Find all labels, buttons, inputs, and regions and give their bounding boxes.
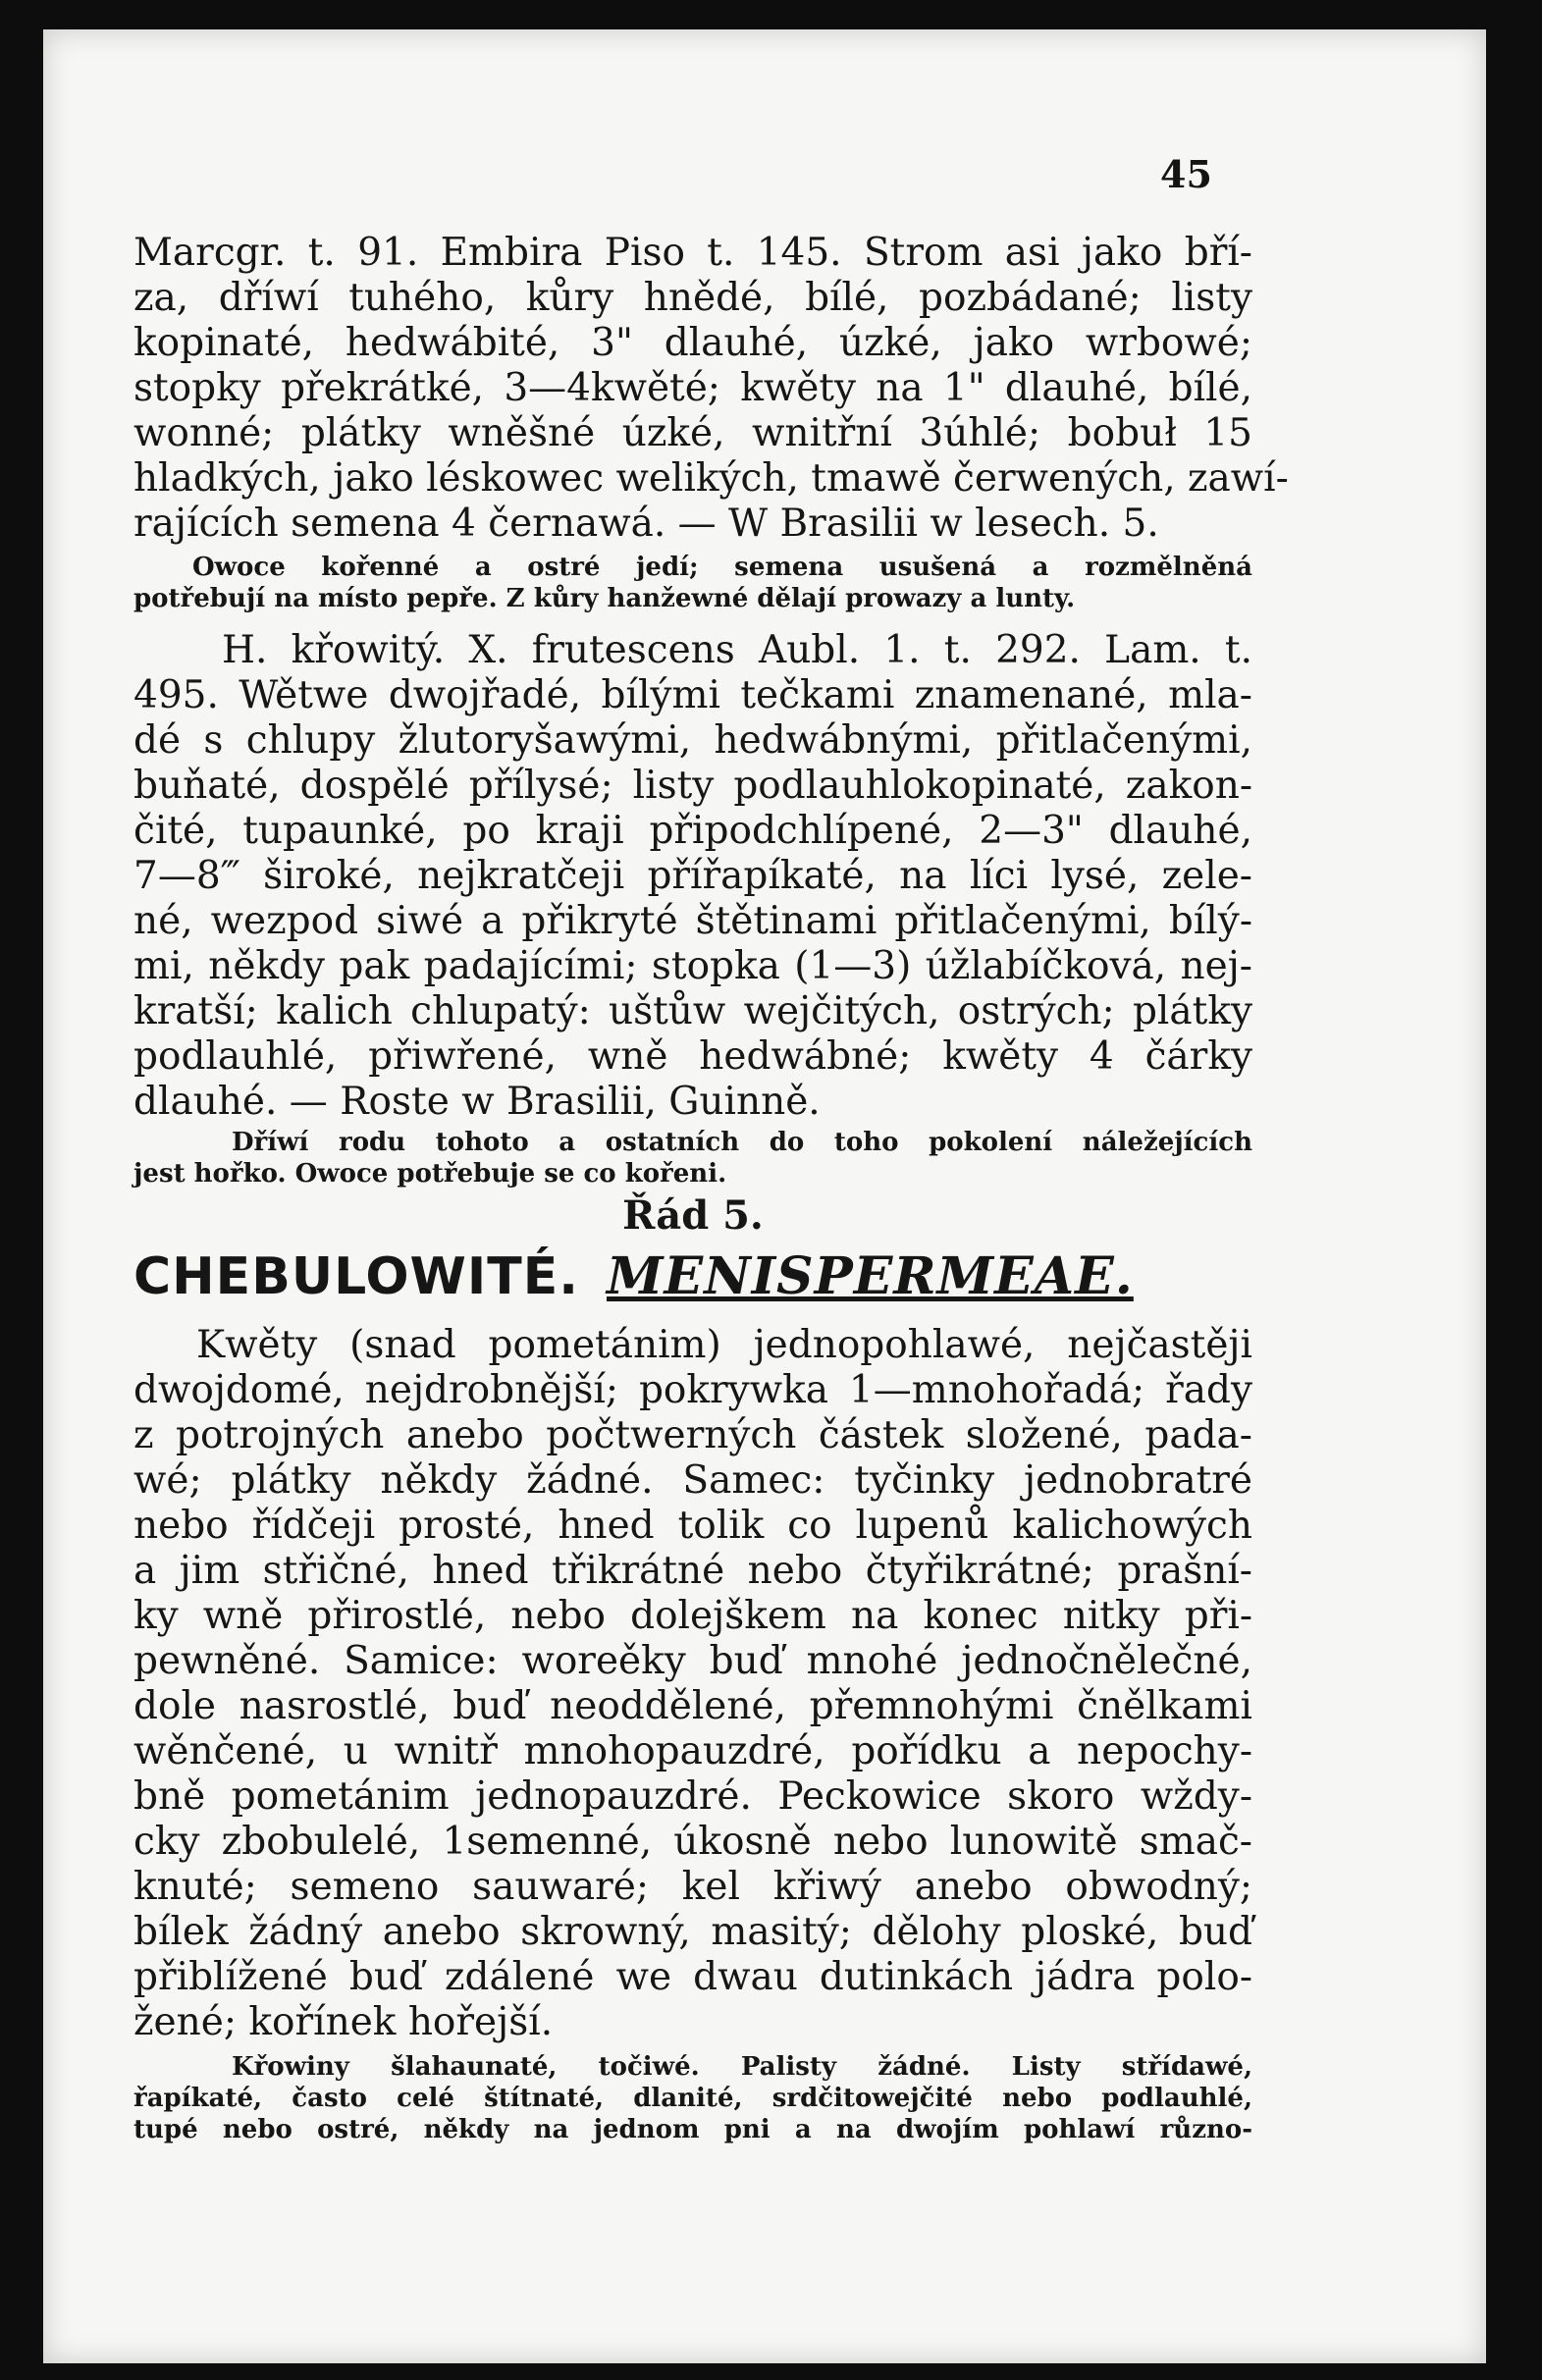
family-czech-name: CHEBULOWITÉ. (133, 1247, 579, 1306)
text-line: a jim střičné, hned třikrátné nebo čtyřikrátné; prašní- (133, 1549, 1252, 1593)
text-line: pewněné. Samice: woreěky buď mnohé jednočnělečné, (133, 1639, 1252, 1683)
text-line: dlauhé. — Roste w Brasilii, Guinně. (133, 1080, 821, 1124)
note-line: Owoce kořenné a ostré jedí; semena usušená a rozmělněná (192, 553, 1252, 582)
text-line: 495. Wětwe dwojřadé, bílými tečkami znamenané, mla- (133, 673, 1252, 717)
text-line: přiblížené buď zdálené we dwau dutinkách jádra polo- (133, 1955, 1252, 1999)
book-page (43, 29, 1486, 2363)
text-line: Marcgr. t. 91. Embira Piso t. 145. Strom asi jako bří- (133, 231, 1252, 275)
text-line: dé s chlupy žlutoryšawými, hedwábnými, přitlačenými, (133, 718, 1252, 763)
text-line: wonné; plátky wněšné úzké, wnitřní 3úhlé; bobuł 15 (133, 411, 1252, 455)
note-line: potřebují na místo pepře. Z kůry hanžewné dělají prowazy a lunty. (133, 584, 1076, 613)
text-line: dwojdomé, nejdrobnější; pokrywka 1—mnohořadá; řady (133, 1368, 1252, 1412)
page-number: 45 (1160, 152, 1212, 196)
text-line: kopinaté, hedwábité, 3" dlauhé, úzké, jako wrbowé; (133, 321, 1252, 365)
text-line: podlauhlé, přiwřené, wně hedwábné; kwěty 4 čárky (133, 1034, 1252, 1079)
text-line: bně pometánim jednopauzdré. Peckowice skoro wždy- (133, 1774, 1252, 1819)
text-line: buňaté, dospělé přílysé; listy podlauhlokopinaté, zakon- (133, 764, 1252, 808)
family-latin-name: MENISPERMEAE. (607, 1246, 1134, 1306)
note-line: jest hořko. Owoce potřebuje se co kořeni. (133, 1159, 727, 1189)
text-line: hladkých, jako léskowec welikých, tmawě čerwených, zawí- (133, 456, 1289, 501)
text-line: z potrojných anebo počtwerných částek složené, pada- (133, 1413, 1252, 1457)
text-line: ky wně přirostlé, nebo dolejškem na konec nitky při- (133, 1594, 1252, 1638)
note-line: tupé nebo ostré, někdy na jednom pni a na dwojím pohlawí různo- (133, 2115, 1252, 2144)
text-line: H. křowitý. X. frutescens Aubl. 1. t. 292. Lam. t. (222, 628, 1252, 672)
text-line: za, dříwí tuhého, kůry hnědé, bílé, pozbádané; listy (133, 276, 1252, 320)
note-line: Dříwí rodu tohoto a ostatních do toho pokolení náležejících (232, 1128, 1252, 1157)
text-line: 7—8‴ široké, nejkratčeji přířapíkaté, na líci lysé, zele- (133, 854, 1252, 898)
text-line: Kwěty (snad pometánim) jednopohlawé, nejčastěji (196, 1323, 1252, 1367)
text-line: bílek žádný anebo skrowný, masitý; dělohy ploské, buď (133, 1910, 1252, 1954)
text-line: né, wezpod siwé a přikryté štětinami přitlačenými, bílý- (133, 899, 1252, 943)
text-line: knuté; semeno sauwaré; kel křiwý anebo obwodný; (133, 1865, 1252, 1909)
note-line: řapíkaté, často celé štítnaté, dlanité, srdčitowejčité nebo podlauhlé, (133, 2084, 1252, 2113)
text-line: cky zbobulelé, 1semenné, úkosně nebo lunowitě smač- (133, 1820, 1252, 1864)
text-line: kratší; kalich chlupatý: uštůw wejčitých, ostrých; plátky (133, 989, 1252, 1033)
text-line: rajících semena 4 černawá. — W Brasilii w lesech. 5. (133, 502, 1159, 546)
family-heading (133, 1246, 1252, 1306)
text-line: stopky překrátké, 3—4kwěté; kwěty na 1" dlauhé, bílé, (133, 366, 1252, 410)
text-line: čité, tupaunké, po kraji připodchlípené, 2—3" dlauhé, (133, 809, 1252, 853)
text-line: dole nasrostlé, buď neoddělené, přemnohými čnělkami (133, 1684, 1252, 1728)
text-line: nebo řídčeji prosté, hned tolik co lupenů kalichowých (133, 1504, 1252, 1548)
text-line: žené; kořínek hořejší. (133, 2000, 554, 2044)
text-line: wěnčené, u wnitř mnohopauzdré, pořídku a nepochy- (133, 1729, 1252, 1773)
order-heading: Řád 5. (622, 1192, 764, 1239)
text-line: mi, někdy pak padajícími; stopka (1—3) úžlabíčková, nej- (133, 944, 1252, 988)
text-line: wé; plátky někdy žádné. Samec: tyčinky jednobratré (133, 1458, 1252, 1503)
note-line: Křowiny šlahaunaté, točiwé. Palisty žádné. Listy střídawé, (232, 2052, 1252, 2082)
